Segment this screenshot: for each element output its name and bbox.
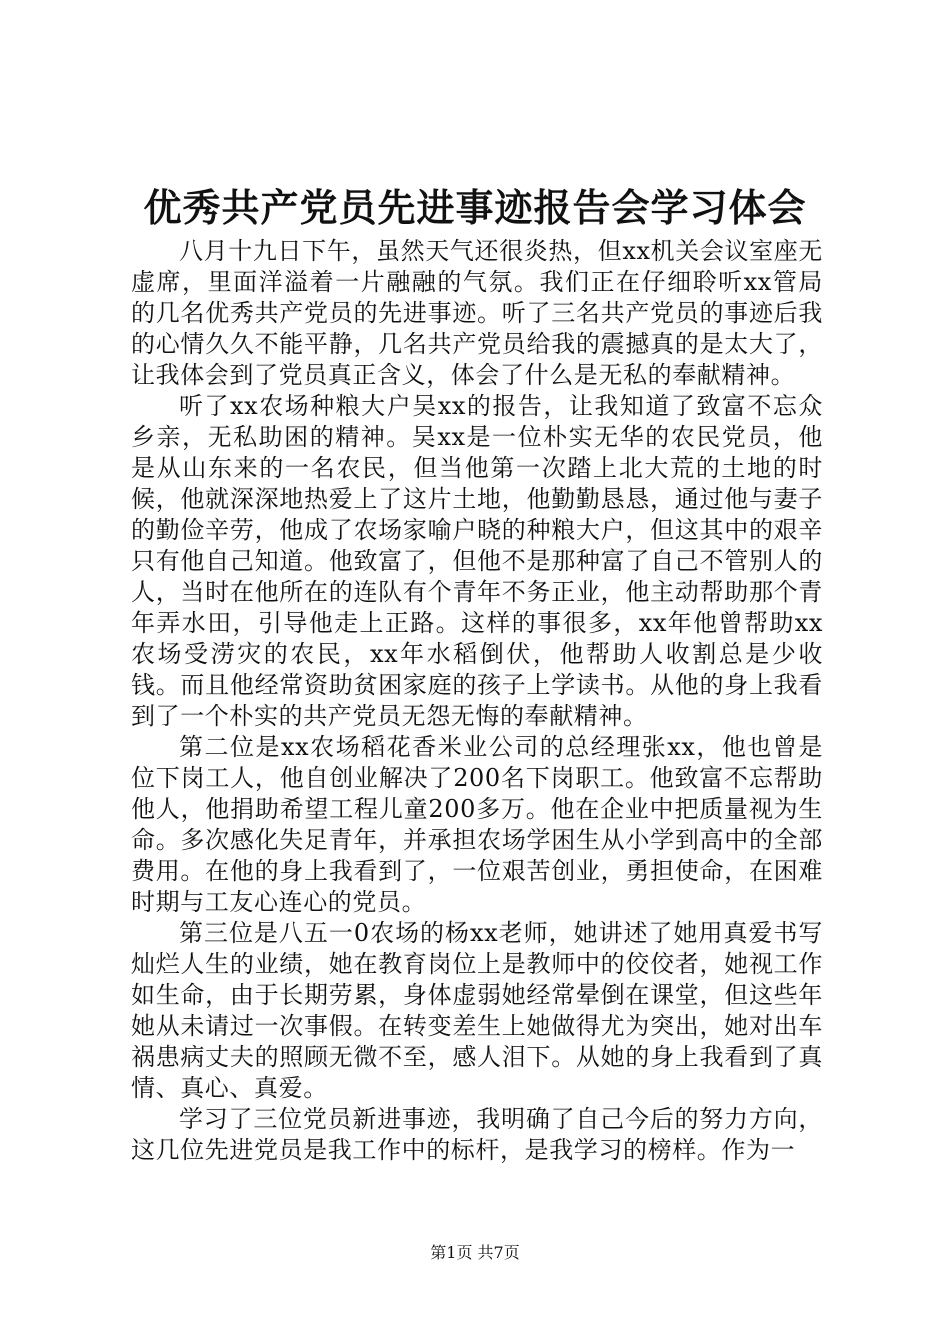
page-number-footer: 第1页 共7页	[430, 1243, 520, 1262]
paragraph-4: 第三位是八五一0农场的杨xx老师，她讲述了她用真爱书写灿烂人生的业绩，她在教育岗位上是教师中的佼佼者，她视工作如生命，由于长期劳累，身体虚弱她经常晕倒在课堂，但这些年她从未请过一次事假。在转变差生上她做得尤为突出，她对出车祸患病丈夫的照顾无微不至，感人泪下。从她的身上我看到了真情、真心、真爱。	[131, 919, 823, 1102]
document-body	[131, 236, 823, 1166]
document-title: 优秀共产党员先进事迹报告会学习体会	[143, 185, 807, 230]
paragraph-3: 第二位是xx农场稻花香米业公司的总经理张xx，他也曾是位下岗工人，他自创业解决了200名下岗职工。他致富不忘帮助他人，他捐助希望工程儿童200多万。他在企业中把质量视为生命。多次感化失足青年，并承担农场学困生从小学到高中的全部费用。在他的身上我看到了，一位艰苦创业，勇担使命，在困难时期与工友心连心的党员。	[131, 733, 823, 916]
paragraph-1: 八月十九日下午，虽然天气还很炎热，但xx机关会议室座无虚席，里面洋溢着一片融融的气氛。我们正在仔细聆听xx管局的几名优秀共产党员的先进事迹。听了三名共产党员的事迹后我的心情久久不能平静，几名共产党员给我的震撼真的是太大了，让我体会到了党员真正含义，体会了什么是无私的奉献精神。	[131, 237, 823, 389]
paragraph-2: 听了xx农场种粮大户吴xx的报告，让我知道了致富不忘众乡亲，无私助困的精神。吴xx是一位朴实无华的农民党员，他是从山东来的一名农民，但当他第一次踏上北大荒的土地的时候，他就深深地热爱上了这片土地，他勤勤恳恳，通过他与妻子的勤俭辛劳，他成了农场家喻户晓的种粮大户，但这其中的艰辛只有他自己知道。他致富了，但他不是那种富了自己不管别人的人，当时在他所在的连队有个青年不务正业，他主动帮助那个青年弄水田，引导他走上正路。这样的事很多，xx年他曾帮助xx农场受涝灾的农民，xx年水稻倒伏，他帮助人收割总是少收钱。而且他经常资助贫困家庭的孩子上学读书。从他的身上我看到了一个朴实的共产党员无怨无悔的奉献精神。	[131, 392, 823, 730]
paragraph-5: 学习了三位党员新进事迹，我明确了自己今后的努力方向，这几位先进党员是我工作中的标杆，是我学习的榜样。作为一	[131, 1105, 823, 1164]
